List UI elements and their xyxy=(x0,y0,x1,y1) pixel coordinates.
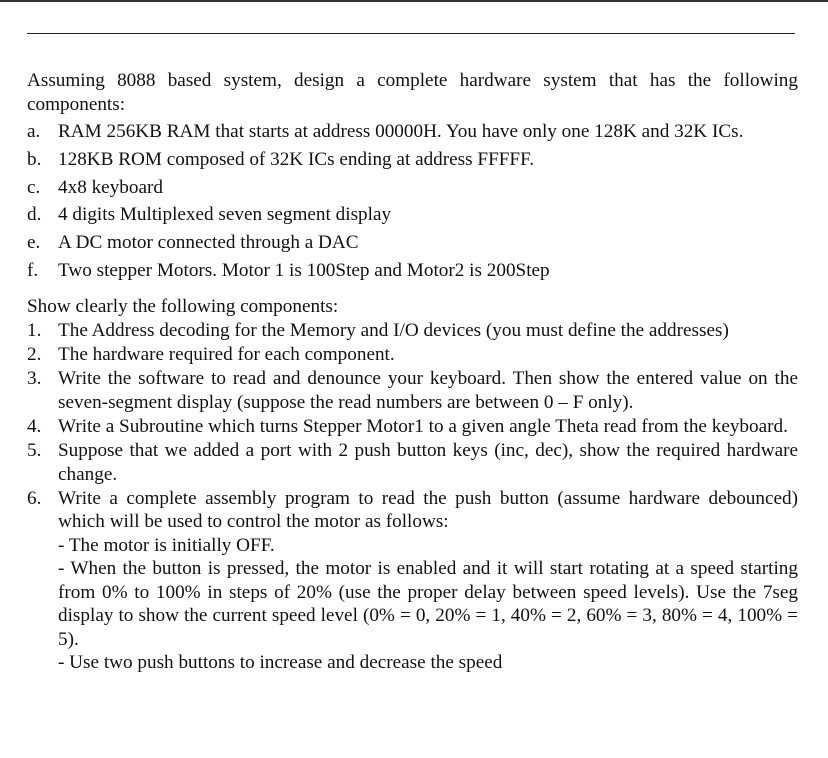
section-gap xyxy=(27,282,798,295)
intro-paragraph: Assuming 8088 based system, design a complete hardware system that has the following components: xyxy=(27,70,798,115)
component-marker: c. xyxy=(27,176,41,198)
component-item xyxy=(27,148,798,172)
assignment-document xyxy=(27,69,798,675)
task-item xyxy=(27,367,798,414)
task-text: Write a complete assembly program to read the push button (assume hardware debounced) which will be used to control the motor as follows: xyxy=(58,487,798,533)
task-item xyxy=(27,415,798,439)
horizontal-rule xyxy=(27,33,795,34)
show-heading: Show clearly the following components: xyxy=(27,296,339,318)
component-text: Two stepper Motors. Motor 1 is 100Step and Motor2 is 200Step xyxy=(58,259,550,281)
component-text: 128KB ROM composed of 32K ICs ending at address FFFFF. xyxy=(58,148,535,170)
component-item xyxy=(27,176,798,200)
tasks-list xyxy=(27,319,798,674)
component-item xyxy=(27,120,798,144)
task-marker: 6. xyxy=(27,487,42,509)
task-item xyxy=(27,487,798,675)
component-marker: d. xyxy=(27,204,42,226)
motor-initial-state-note: - The motor is initially OFF. xyxy=(58,534,275,556)
task-marker: 4. xyxy=(27,416,42,437)
component-text: RAM 256KB RAM that starts at address 00000H. You have only one 128K and 32K ICs. xyxy=(58,121,744,143)
task-item xyxy=(27,439,798,486)
motor-speed-levels-note: - When the button is pressed, the motor is enabled and it will start rotating at a speed starting from 0% to 100% in steps of 20% (use the proper delay between speed levels). Use the 7seg display to show the current speed level (0% = 0, 20% = 1, 40% = 2, 60% = 3, 80% = 4, 100% = 5). xyxy=(58,558,798,650)
top-border xyxy=(0,0,828,2)
component-marker: e. xyxy=(27,231,41,253)
task-text: Write the software to read and denounce your keyboard. Then show the entered value on the seven-segment display (suppose the read numbers are between 0 – F only). xyxy=(58,368,798,413)
task-item xyxy=(27,343,798,367)
task-text: Write a Subroutine which turns Stepper Motor1 to a given angle Theta read from the keyboard. xyxy=(58,416,788,437)
task-item xyxy=(27,319,798,343)
component-text: A DC motor connected through a DAC xyxy=(58,231,359,253)
task-marker: 5. xyxy=(27,440,42,462)
task-text: The Address decoding for the Memory and I/O devices (you must define the addresses) xyxy=(58,320,729,342)
task-text: Suppose that we added a port with 2 push button keys (inc, dec), show the required hardware change. xyxy=(58,440,798,485)
component-item xyxy=(27,259,798,283)
component-item xyxy=(27,231,798,255)
push-buttons-note: - Use two push buttons to increase and decrease the speed xyxy=(58,652,503,674)
components-list xyxy=(27,120,798,282)
component-marker: f. xyxy=(27,259,39,281)
component-text: 4 digits Multiplexed seven segment display xyxy=(58,204,392,226)
task-marker: 3. xyxy=(27,368,42,390)
task-marker: 1. xyxy=(27,320,42,342)
component-item xyxy=(27,203,798,227)
component-marker: a. xyxy=(27,121,41,143)
task-text: The hardware required for each component. xyxy=(58,344,395,366)
task-marker: 2. xyxy=(27,344,42,366)
component-text: 4x8 keyboard xyxy=(58,176,163,198)
component-marker: b. xyxy=(27,148,42,170)
